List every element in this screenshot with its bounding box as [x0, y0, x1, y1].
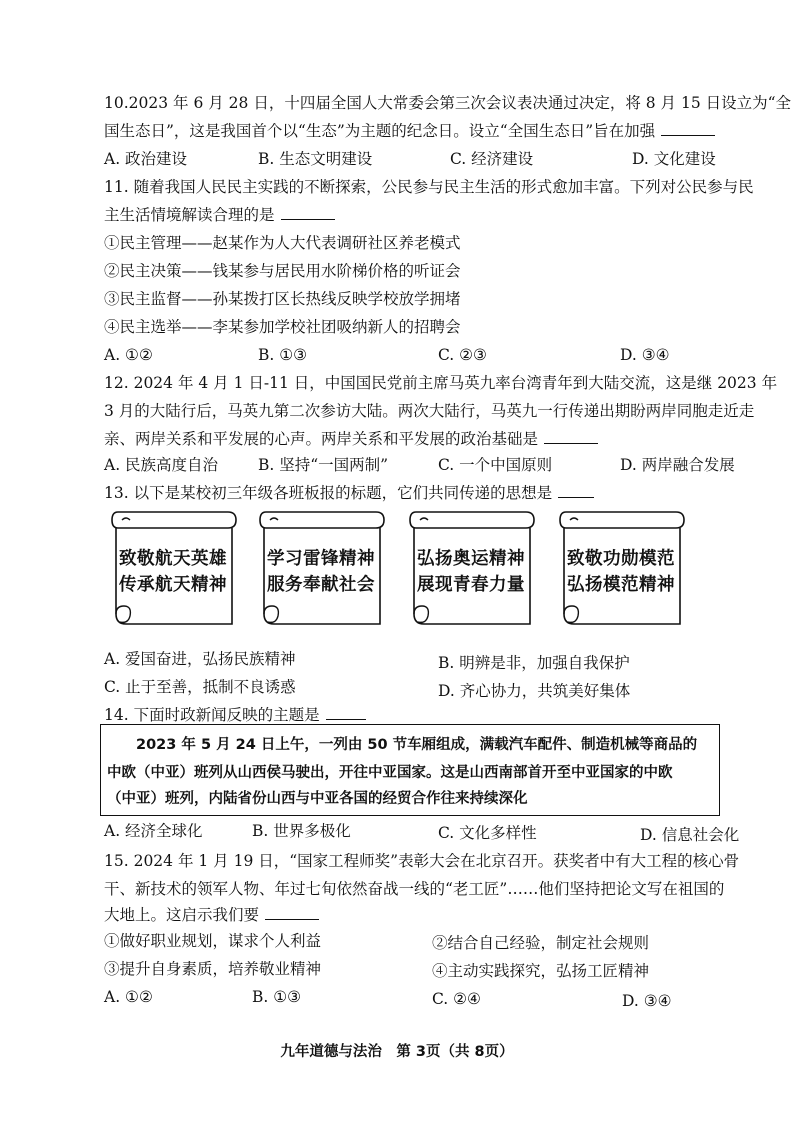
scroll-3-line-2: 展现青春力量	[417, 575, 525, 595]
q11-stem-line1: 11. 随着我国人民民主实践的不断探索，公民参与民主生活的形式愈加丰富。下列对公民参与民	[104, 178, 754, 196]
scroll-3-line-1: 弘扬奥运精神	[417, 549, 525, 569]
q15-stem-line3: 大地上。这启示我们要	[104, 904, 752, 926]
scroll-banner-1	[108, 506, 238, 630]
q13-stem: 13. 以下是某校初三年级各班板报的标题，它们共同传递的思想是	[104, 482, 752, 504]
scroll-4-line-2: 弘扬模范精神	[567, 575, 675, 595]
q11-stem-line2: 主生活情境解读合理的是	[104, 204, 752, 226]
answer-blank	[661, 121, 715, 136]
news-line-1: 2023 年 5 月 24 日上午，一列由 50 节车厢组成，满载汽车配件、制造机械等商品的	[107, 737, 698, 753]
answer-blank	[558, 483, 594, 498]
q11-option-d: D. ③④	[620, 346, 670, 364]
q10-option-b: B. 生态文明建设	[258, 150, 373, 168]
q15-option-c: C. ②④	[432, 990, 481, 1008]
q10-stem-line1: 10.2023 年 6 月 28 日，十四届全国人大常委会第三次会议表决通过决定，将 8 月 15 日设立为“全	[104, 94, 792, 112]
news-box	[100, 724, 720, 816]
q15-option-d: D. ③④	[622, 992, 672, 1010]
page-footer: 九年道德与法治 第 3页（共 8页）	[280, 1044, 514, 1060]
q15-item-4: ④主动实践探究，弘扬工匠精神	[432, 962, 650, 980]
answer-blank	[326, 705, 366, 720]
q13-option-c: C. 止于至善，抵制不良诱惑	[104, 678, 296, 696]
scroll-1-line-1: 致敬航天英雄	[119, 549, 227, 569]
scroll-banner-3	[406, 506, 536, 630]
q15-option-a: A. ①②	[104, 988, 153, 1006]
q12-option-a: A. 民族高度自治	[104, 456, 219, 474]
q13-option-b: B. 明辨是非，加强自我保护	[438, 654, 630, 672]
scroll-4-line-1: 致敬功勋模范	[567, 549, 675, 569]
news-line-2: 中欧（中亚）班列从山西侯马驶出，开往中亚国家。这是山西南部首开至中亚国家的中欧	[107, 765, 673, 781]
q12-stem-line3: 亲、两岸关系和平发展的心声。两岸关系和平发展的政治基础是	[104, 428, 752, 450]
answer-blank	[265, 905, 319, 920]
q14-stem: 14. 下面时政新闻反映的主题是	[104, 704, 752, 726]
q10-option-c: C. 经济建设	[450, 150, 534, 168]
scroll-2-line-1: 学习雷锋精神	[267, 549, 375, 569]
q15-option-b: B. ①③	[252, 988, 302, 1006]
q11-item-1: ①民主管理——赵某作为人大代表调研社区养老模式	[104, 234, 461, 252]
q12-stem-line1: 12. 2024 年 4 月 1 日-11 日，中国国民党前主席马英九率台湾青年到大陆交流，这是继 2023 年	[104, 374, 778, 392]
scroll-banner-2	[256, 506, 386, 630]
answer-blank	[544, 429, 598, 444]
q12-option-c: C. 一个中国原则	[438, 456, 553, 474]
q11-item-4: ④民主选举——李某参加学校社团吸纳新人的招聘会	[104, 318, 461, 336]
q15-stem-line1: 15. 2024 年 1 月 19 日，“国家工程师奖”表彰大会在北京召开。获奖者中有大工程的核心骨	[104, 852, 740, 870]
scroll-banner-4	[556, 506, 686, 630]
q14-option-d: D. 信息社会化	[640, 826, 740, 844]
q13-option-d: D. 齐心协力，共筑美好集体	[438, 682, 631, 700]
q13-option-a: A. 爱国奋进，弘扬民族精神	[104, 650, 296, 668]
q10-stem-line2: 国生态日”，这是我国首个以“生态”为主题的纪念日。设立“全国生态日”旨在加强	[104, 120, 752, 142]
q11-item-3: ③民主监督——孙某拨打区长热线反映学校放学拥堵	[104, 290, 461, 308]
q11-item-2: ②民主决策——钱某参与居民用水阶梯价格的听证会	[104, 262, 461, 280]
q15-item-2: ②结合自己经验，制定社会规则	[432, 934, 650, 952]
q11-option-a: A. ①②	[104, 346, 153, 364]
q14-option-a: A. 经济全球化	[104, 822, 203, 840]
q11-option-b: B. ①③	[258, 346, 308, 364]
scroll-1-line-2: 传承航天精神	[119, 575, 227, 595]
q12-stem-line2: 3 月的大陆行后，马英九第二次参访大陆。两次大陆行，马英九一行传递出期盼两岸同胞走近走	[104, 402, 755, 420]
q12-option-b: B. 坚持“一国两制”	[258, 456, 389, 474]
q12-option-d: D. 两岸融合发展	[620, 456, 735, 474]
q14-option-b: B. 世界多极化	[252, 822, 351, 840]
q11-option-c: C. ②③	[438, 346, 487, 364]
q15-stem-line2: 干、新技术的领军人物、年过七旬依然奋战一线的“老工匠”……他们坚持把论文写在祖国的	[104, 880, 725, 898]
answer-blank	[281, 205, 335, 220]
q14-option-c: C. 文化多样性	[438, 824, 537, 842]
q15-item-1: ①做好职业规划，谋求个人利益	[104, 932, 322, 950]
q10-option-d: D. 文化建设	[632, 150, 716, 168]
news-line-3: （中亚）班列，内陆省份山西与中亚各国的经贸合作往来持续深化	[107, 791, 528, 807]
q15-item-3: ③提升自身素质，培养敬业精神	[104, 960, 322, 978]
q10-option-a: A. 政治建设	[104, 150, 188, 168]
scroll-2-line-2: 服务奉献社会	[267, 575, 375, 595]
